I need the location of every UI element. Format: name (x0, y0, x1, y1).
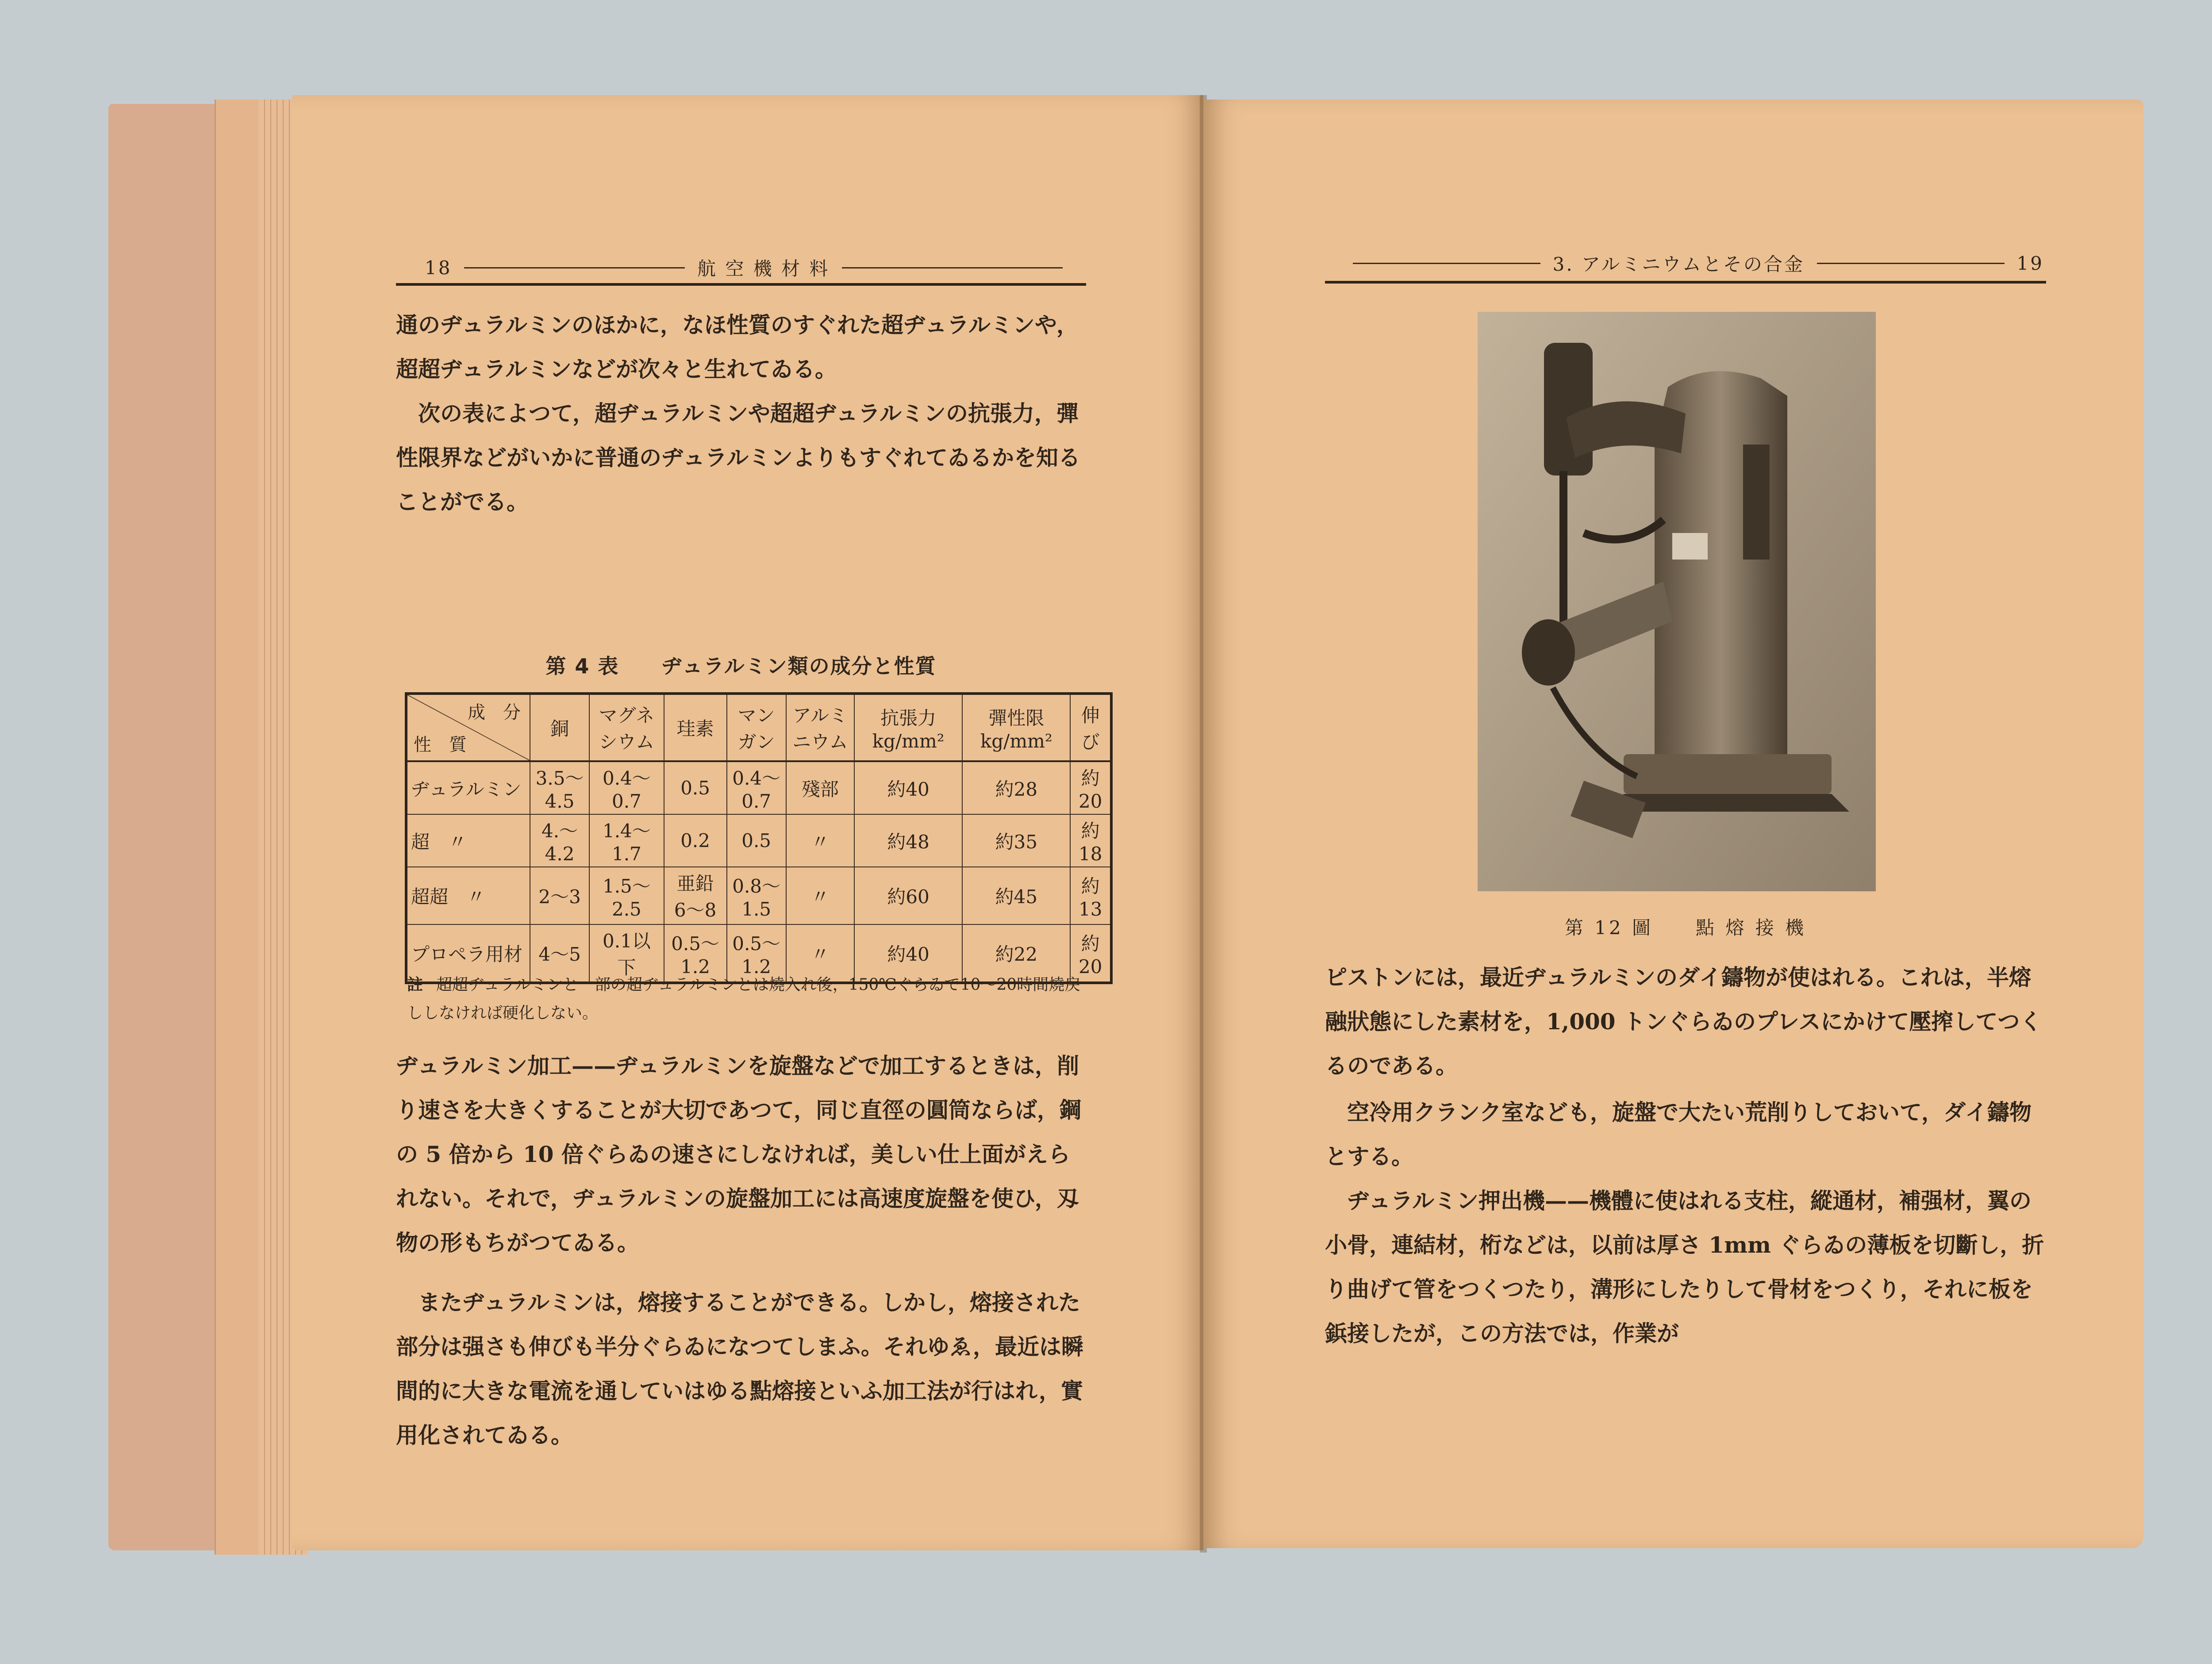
table-cell: 約60 (854, 867, 962, 924)
running-head-rule (1817, 263, 2005, 264)
table-cell: 約35 (962, 814, 1070, 867)
column-header: 彈性限 kg/mm² (962, 694, 1070, 761)
table-cell: 0.4～0.7 (589, 761, 664, 814)
left-page (292, 95, 1203, 1550)
right-running-head (1340, 250, 2044, 276)
column-header: 抗張力 kg/mm² (854, 694, 962, 761)
table-cell: 殘部 (786, 761, 854, 814)
table-cell: 0.2 (664, 814, 727, 867)
table-cell: 1.5～2.5 (589, 867, 664, 924)
running-title: 3. アルミニウムとその合金 (1552, 253, 1805, 275)
table-cell: 約40 (854, 924, 962, 983)
table-row (406, 814, 1111, 867)
note-text: 超超ヂュラルミンと一部の超ヂュラルミンとは燒入れ後，150℃ぐらゐで10～20時間燒戻ししなければ硬化しない。 (407, 976, 1081, 1022)
welding-machine-illustration (1478, 312, 1876, 891)
table-cell: 0.4～0.7 (727, 761, 786, 814)
left-running-head (425, 254, 1075, 281)
table-cell: 1.4～1.7 (589, 814, 664, 867)
table-note (407, 971, 1088, 1028)
page-number: 18 (425, 257, 452, 279)
table-cell: 約28 (962, 761, 1070, 814)
table-cell: 0.5～1.2 (727, 924, 786, 983)
paragraph: ピストンには，最近ヂュラルミンのダイ鑄物が使はれる。これは，半熔融狀態にした素材を，1,000 トンぐらゐのプレスにかけて壓搾してつくるのである。 (1325, 964, 2042, 1079)
running-head-rule (1353, 263, 1540, 264)
row-header: プロペラ用材 (406, 924, 530, 983)
table-cell: 0.5 (664, 761, 727, 814)
table-row (406, 867, 1111, 924)
table-cell: 約18 (1070, 814, 1111, 867)
corner-label-composition: 成 分 (468, 702, 521, 723)
paragraph: 空冷用クランク室なども，旋盤で大たい荒削りしておいて，ダイ鑄物とする。 (1325, 1099, 2032, 1169)
header-rule (1325, 281, 2046, 284)
table-cell: 0.5 (727, 814, 786, 867)
table-cell: 0.5～1.2 (664, 924, 727, 983)
table-cell: 4～5 (530, 924, 589, 983)
table-cell: 〃 (786, 814, 854, 867)
section-paragraph (396, 1044, 1086, 1265)
running-head-rule (842, 267, 1063, 268)
table-caption: 第 4 表 ヂュラルミン類の成分と性質 (545, 654, 937, 678)
column-header: 伸び (1070, 694, 1111, 761)
running-title: 航 空 機 材 料 (697, 258, 830, 280)
table-cell: 2～3 (530, 867, 589, 924)
table-cell: 約20 (1070, 924, 1111, 983)
table-cell: 約22 (962, 924, 1070, 983)
row-header: ヂュラルミン (406, 761, 530, 814)
table-cell: 0.1以下 (589, 924, 664, 983)
row-header: 超超 〃 (406, 867, 530, 924)
table-cell: 約40 (854, 761, 962, 814)
running-head-rule (464, 267, 685, 268)
composition-table (405, 692, 1113, 984)
column-header: 銅 (530, 694, 589, 761)
table-cell: 4.～4.2 (530, 814, 589, 867)
table-cell: 約20 (1070, 761, 1111, 814)
table-cell: 〃 (786, 867, 854, 924)
column-header: マグネシウム (589, 694, 664, 761)
table-cell: 約13 (1070, 867, 1111, 924)
column-header: 珪素 (664, 694, 727, 761)
table-cell: 亜鉛 6～8 (664, 867, 727, 924)
table-cell: 約45 (962, 867, 1070, 924)
figure-caption: 第 12 圖 點 熔 接 機 (1564, 917, 1807, 939)
paragraph: 通のヂュラルミンのほかに，なほ性質のすぐれた超ヂュラルミンや，超超ヂュラルミンなどが次々と生れてゐる。 (396, 312, 1079, 382)
column-header: マンガン (727, 694, 786, 761)
header-rule (396, 283, 1086, 286)
table-row (406, 761, 1111, 814)
row-header: 超 〃 (406, 814, 530, 867)
corner-label-property: 性 質 (414, 735, 467, 755)
page-number: 19 (2016, 252, 2044, 274)
table-cell: 3.5～4.5 (530, 761, 589, 814)
table-header-row (406, 694, 1111, 761)
table-cell: 〃 (786, 924, 854, 983)
section-paragraph (1325, 1179, 2046, 1356)
paragraph: またヂュラルミンは，熔接することができる。しかし，熔接された部分は强さも伸びも半分ぐらゐになつてしまふ。それゆゑ，最近は瞬間的に大きな電流を通していはゆる點熔接といふ加工法が行はれ，實用化されてゐる。 (396, 1289, 1083, 1448)
table-cell: 約48 (854, 814, 962, 867)
note-mark: 註 (407, 976, 423, 994)
section-heading: ヂュラルミン加工 (396, 1053, 572, 1079)
section-body: ——ヂュラルミンを旋盤などで加工するときは，削り速さを大きくすることが大切であつて，同じ直徑の圓筒ならば，鋼の 5 倍から 10 倍ぐらゐの速さにしなければ，美しい仕上面がえられない。それで，ヂュラルミンの旋盤加工には高速度旋盤を使ひ，刄物の形もちがつてゐる。 (396, 1053, 1081, 1256)
paragraph: 次の表によつて，超ヂュラルミンや超超ヂュラルミンの抗張力，彈性限界などがいかに普通のヂュラルミンよりもすぐれてゐるかを知ることがでる。 (396, 400, 1080, 515)
section-body: ——機體に使はれる支柱，縱通材，補强材，翼の小骨，連結材，桁などは，以前は厚さ 1mm ぐらゐの薄板を切斷し，折り曲げて管をつくつたり，溝形にしたりして骨材をつくり，それに板を鋲接したが，この方法では，作業が (1325, 1188, 2044, 1346)
right-page (1203, 100, 2143, 1548)
column-header: アルミニウム (786, 694, 854, 761)
table-corner-cell (406, 694, 530, 761)
spot-welding-machine-photo (1478, 312, 1876, 891)
table-cell: 0.8～1.5 (727, 867, 786, 924)
section-heading: ヂュラルミン押出機 (1347, 1188, 1545, 1214)
